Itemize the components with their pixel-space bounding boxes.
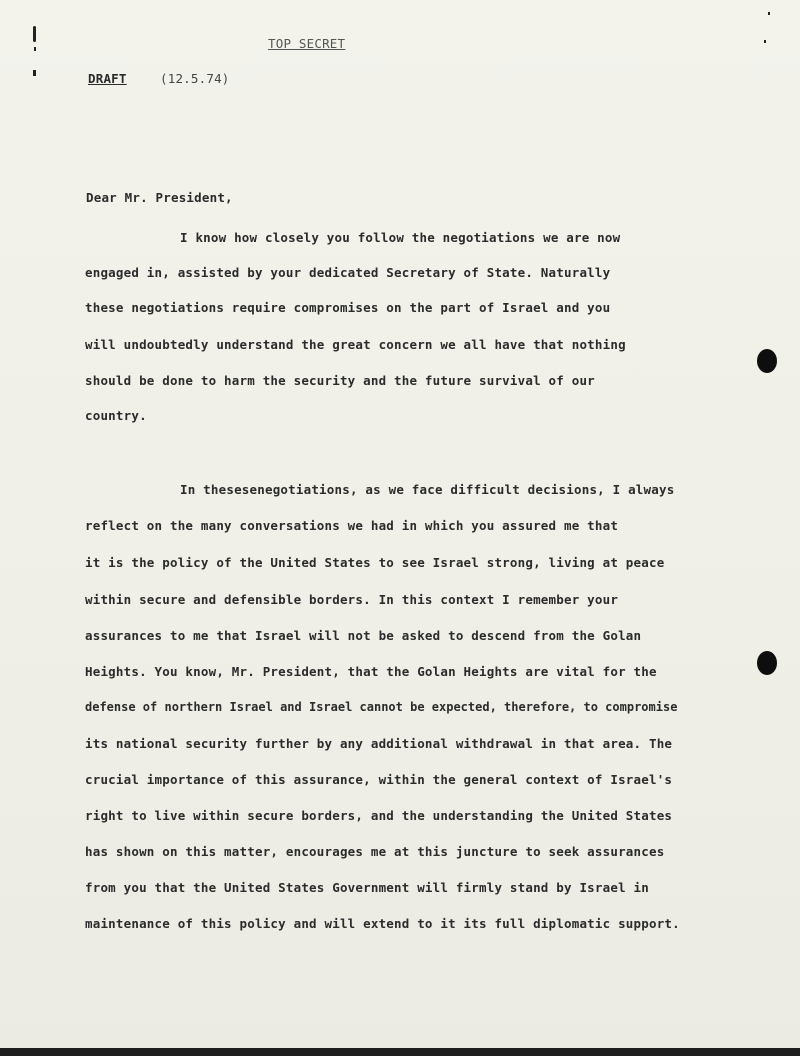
margin-mark	[33, 70, 36, 76]
paragraph-2-line: from you that the United States Government will firmly stand by Israel in	[85, 880, 649, 895]
paragraph-2-line: within secure and defensible borders. In this context I remember your	[85, 592, 619, 607]
paragraph-2-line: maintenance of this policy and will extend to it its full diplomatic support.	[85, 916, 680, 931]
paragraph-1-line: country.	[85, 408, 147, 423]
paragraph-2-line: defense of northern Israel and Israel cannot be expected, therefore, to compromise	[85, 700, 678, 714]
margin-mark	[764, 40, 766, 43]
scan-bottom-edge	[0, 1048, 800, 1056]
paragraph-2-line: it is the policy of the United States to see Israel strong, living at peace	[85, 555, 665, 570]
draft-label: DRAFT	[88, 71, 127, 86]
paragraph-2-line: right to live within secure borders, and the understanding the United States	[85, 808, 673, 823]
paragraph-2-line: In thesesenegotiations, as we face difficult decisions, I always	[180, 482, 675, 497]
margin-mark	[34, 47, 36, 51]
paragraph-1-line: will undoubtedly understand the great concern we all have that nothing	[85, 337, 626, 352]
paragraph-1-line: engaged in, assisted by your dedicated Secretary of State. Naturally	[85, 265, 611, 280]
draft-date: (12.5.74)	[160, 71, 230, 86]
paragraph-2-line: its national security further by any additional withdrawal in that area. The	[85, 736, 673, 751]
punch-hole	[757, 651, 777, 675]
margin-mark	[768, 12, 770, 15]
salutation: Dear Mr. President,	[86, 190, 233, 205]
paragraph-2-line: crucial importance of this assurance, within the general context of Israel's	[85, 772, 673, 787]
paragraph-2-line: Heights. You know, Mr. President, that the Golan Heights are vital for the	[85, 664, 657, 679]
paragraph-2-line: reflect on the many conversations we had in which you assured me that	[85, 518, 619, 533]
margin-mark	[33, 26, 36, 42]
paragraph-1-line: should be done to harm the security and the future survival of our	[85, 373, 595, 388]
punch-hole	[757, 349, 777, 373]
paragraph-1-line: these negotiations require compromises on the part of Israel and you	[85, 300, 611, 315]
paragraph-2-line: assurances to me that Israel will not be asked to descend from the Golan	[85, 628, 642, 643]
classification-header: TOP SECRET	[268, 36, 346, 51]
paragraph-2-line: has shown on this matter, encourages me at this juncture to seek assurances	[85, 844, 665, 859]
paragraph-1-line: I know how closely you follow the negotiations we are now	[180, 230, 621, 245]
